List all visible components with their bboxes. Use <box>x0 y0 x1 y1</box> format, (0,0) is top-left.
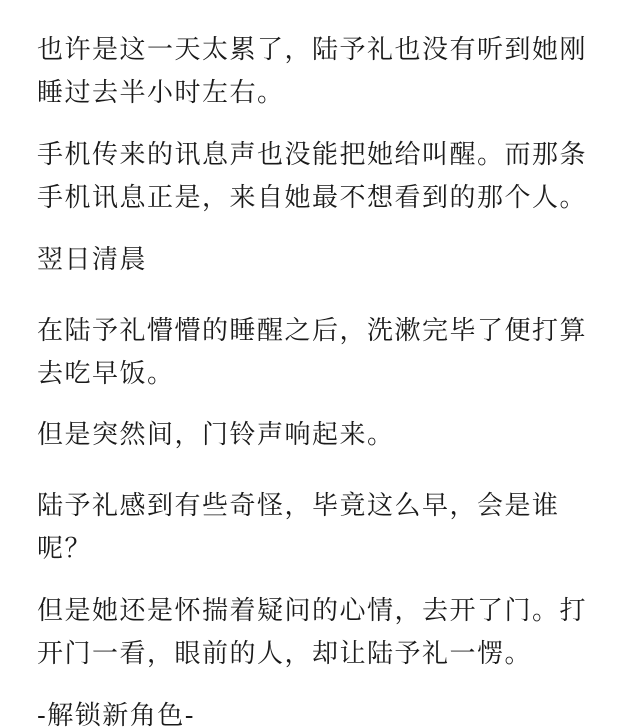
paragraph-line: 手机讯息正是，来自她最不想看到的那个人。 <box>37 183 588 213</box>
paragraph-line: 陆予礼感到有些奇怪，毕竟这么早，会是谁 <box>37 491 560 521</box>
paragraph-line: 睡过去半小时左右。 <box>37 78 285 108</box>
paragraph-line: 但是突然间，门铃声响起来。 <box>37 420 395 450</box>
paragraph <box>37 29 617 115</box>
paragraph <box>37 590 617 676</box>
paragraph <box>37 239 617 282</box>
paragraph-line: 去吃早饭。 <box>37 359 175 389</box>
paragraph-line: 手机传来的讯息声也没能把她给叫醒。而那条 <box>37 140 588 170</box>
paragraph <box>37 134 617 220</box>
paragraph-line: 也许是这一天太累了，陆予礼也没有听到她刚 <box>37 35 588 65</box>
paragraph-line: -解锁新角色- <box>37 701 196 727</box>
paragraph-line: 在陆予礼懵懵的睡醒之后，洗漱完毕了便打算 <box>37 316 588 346</box>
paragraph <box>37 485 617 571</box>
paragraph <box>37 310 617 396</box>
paragraph-line: 呢？ <box>37 534 93 564</box>
paragraph-line: 开门一看，眼前的人，却让陆予礼一愣。 <box>37 639 533 669</box>
paragraph-line: 但是她还是怀揣着疑问的心情，去开了门。打 <box>37 596 588 626</box>
paragraph-line: 翌日清晨 <box>37 245 148 275</box>
paragraph <box>37 414 617 457</box>
paragraph <box>37 695 617 727</box>
